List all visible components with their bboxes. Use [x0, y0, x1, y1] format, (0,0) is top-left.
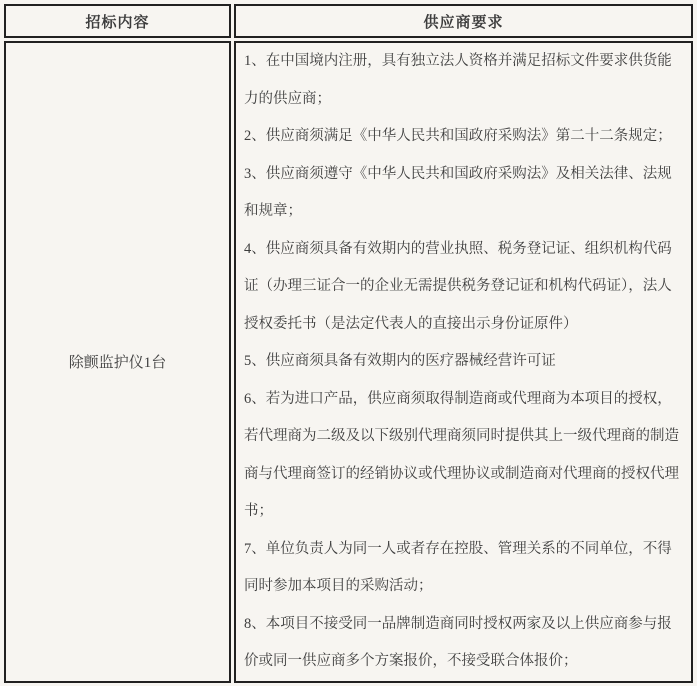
- requirement-item-4: 4、供应商须具备有效期内的营业执照、税务登记证、组织机构代码证（办理三证合一的企业无需提供税务登记证和机构代码证），法人授权委托书（是法定代表人的直接出示身份证原件）: [244, 240, 672, 332]
- table-body: [4, 41, 693, 683]
- document-page: [0, 1, 697, 669]
- requirement-item-2: 2、供应商须满足《中华人民共和国政府采购法》第二十二条规定；: [244, 128, 672, 144]
- supplier-requirements-cell: [234, 41, 693, 683]
- column-header-supplier-requirements: 供应商要求: [234, 4, 693, 38]
- column-header-bid-content: 招标内容: [4, 4, 231, 38]
- requirement-item-8: 8、本项目不接受同一品牌制造商同时授权两家及以上供应商参与报价或同一供应商多个方案报价，不接受联合体报价；: [244, 615, 672, 669]
- bid-content-cell: 除颤监护仪1台: [4, 41, 231, 683]
- requirement-item-7: 7、单位负责人为同一人或者存在控股、管理关系的不同单位，不得同时参加本项目的采购活动；: [244, 540, 672, 594]
- table-header-row: [4, 4, 693, 38]
- bid-requirements-table: [1, 1, 696, 686]
- table-row: [4, 41, 693, 683]
- requirement-item-1: 1、在中国境内注册，具有独立法人资格并满足招标文件要求供货能力的供应商；: [244, 53, 672, 107]
- requirement-item-3: 3、供应商须遵守《中华人民共和国政府采购法》及相关法律、法规和规章；: [244, 165, 672, 219]
- requirement-item-6: 6、若为进口产品，供应商须取得制造商或代理商为本项目的授权，若代理商为二级及以下级别代理商须同时提供其上一级代理商的制造商与代理商签订的经销协议或代理协议或制造商对代理商的授权代理书；: [244, 390, 679, 519]
- requirement-item-5: 5、供应商须具备有效期内的医疗器械经营许可证: [244, 353, 556, 369]
